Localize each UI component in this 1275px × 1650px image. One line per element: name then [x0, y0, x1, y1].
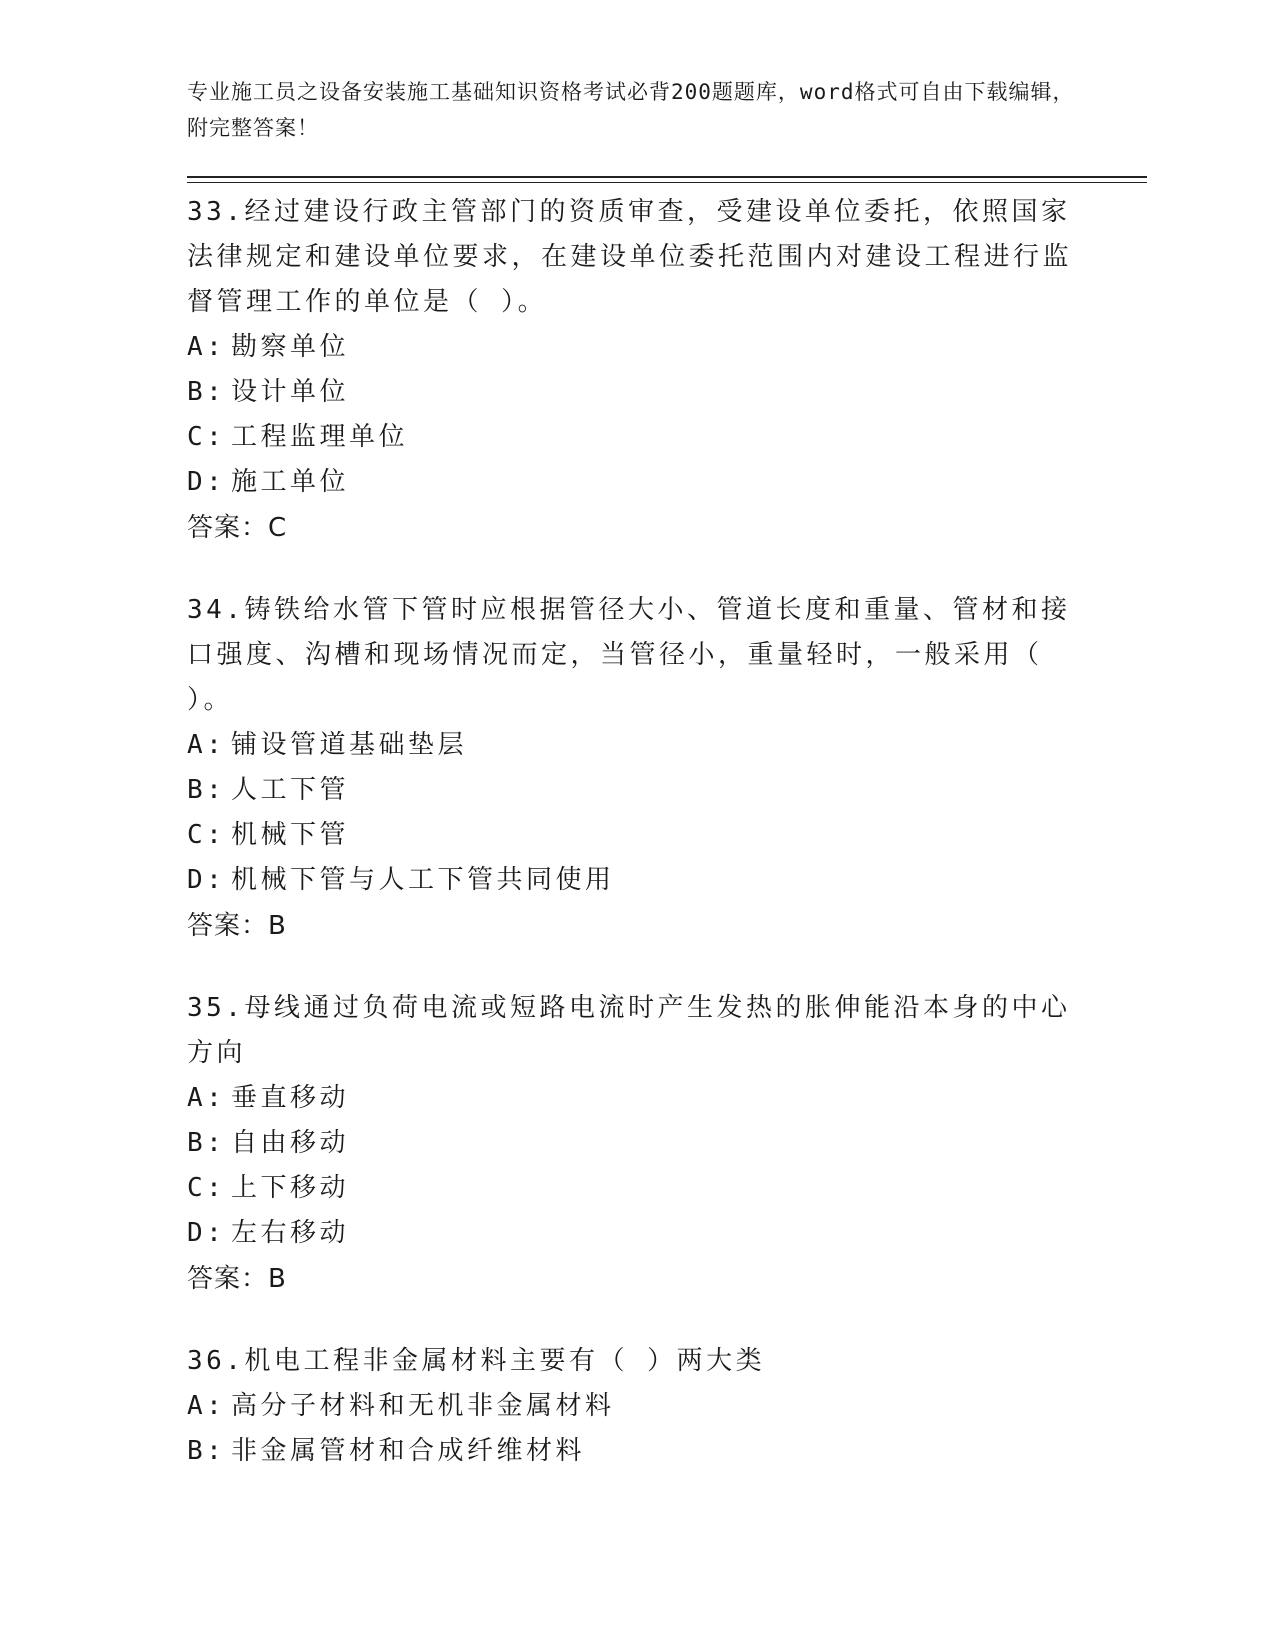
- option-key: A:: [187, 332, 226, 362]
- option-key: C:: [187, 820, 226, 850]
- question-stem: 33.经过建设行政主管部门的资质审查，受建设单位委托，依照国家法律规定和建设单位要求，在建设单位委托范围内对建设工程进行监督管理工作的单位是（ ）。: [187, 197, 1073, 317]
- document-header: 专业施工员之设备安装施工基础知识资格考试必背200题题库，word格式可自由下载编辑，附完整答案！: [187, 80, 1075, 140]
- option-c: [187, 1166, 1087, 1211]
- question-33: [187, 190, 1087, 551]
- option-b: [187, 1121, 1087, 1166]
- document-page: [187, 0, 1147, 1650]
- answer-line: 答案：B: [187, 1264, 287, 1294]
- question-stem: 36.机电工程非金属材料主要有（ ）两大类: [187, 1346, 766, 1376]
- option-a: [187, 723, 1087, 768]
- option-text: 自由移动: [231, 1128, 350, 1158]
- option-key: B:: [187, 1436, 226, 1466]
- option-text: 垂直移动: [231, 1083, 350, 1113]
- option-d: [187, 1211, 1087, 1256]
- option-key: A:: [187, 730, 226, 760]
- option-text: 工程监理单位: [231, 422, 409, 452]
- option-d: [187, 460, 1087, 505]
- option-b: [187, 768, 1087, 813]
- question-35: [187, 986, 1087, 1302]
- option-text: 上下移动: [231, 1173, 350, 1203]
- question-stem: 34.铸铁给水管下管时应根据管径大小、管道长度和重量、管材和接口强度、沟槽和现场情况而定，当管径小，重量轻时，一般采用（ ）。: [187, 595, 1071, 715]
- option-a: [187, 1384, 1087, 1429]
- option-key: B:: [187, 1128, 226, 1158]
- option-a: [187, 325, 1087, 370]
- question-36: [187, 1339, 1087, 1474]
- option-text: 人工下管: [231, 775, 350, 805]
- option-key: D:: [187, 1218, 226, 1248]
- option-text: 铺设管道基础垫层: [231, 730, 468, 760]
- option-key: C:: [187, 422, 226, 452]
- option-key: B:: [187, 377, 226, 407]
- option-key: B:: [187, 775, 226, 805]
- answer-line: 答案：C: [187, 513, 288, 543]
- option-c: [187, 415, 1087, 460]
- option-text: 施工单位: [231, 467, 350, 497]
- question-stem: 35.母线通过负荷电流或短路电流时产生发热的胀伸能沿本身的中心方向: [187, 993, 1071, 1068]
- option-a: [187, 1076, 1087, 1121]
- option-key: A:: [187, 1083, 226, 1113]
- option-text: 非金属管材和合成纤维材料: [231, 1436, 586, 1466]
- header-rule-thick: [187, 176, 1147, 178]
- question-34: [187, 588, 1087, 949]
- option-text: 勘察单位: [231, 332, 350, 362]
- option-text: 设计单位: [231, 377, 350, 407]
- option-b: [187, 1429, 1087, 1474]
- option-key: D:: [187, 865, 226, 895]
- option-key: A:: [187, 1391, 226, 1421]
- option-text: 机械下管与人工下管共同使用: [231, 865, 615, 895]
- question-list: [187, 190, 1087, 1511]
- option-text: 高分子材料和无机非金属材料: [231, 1391, 615, 1421]
- header-rule-thin: [187, 182, 1147, 183]
- option-key: D:: [187, 467, 226, 497]
- option-c: [187, 813, 1087, 858]
- option-d: [187, 858, 1087, 903]
- option-key: C:: [187, 1173, 226, 1203]
- option-text: 左右移动: [231, 1218, 350, 1248]
- option-text: 机械下管: [231, 820, 350, 850]
- answer-line: 答案：B: [187, 911, 287, 941]
- option-b: [187, 370, 1087, 415]
